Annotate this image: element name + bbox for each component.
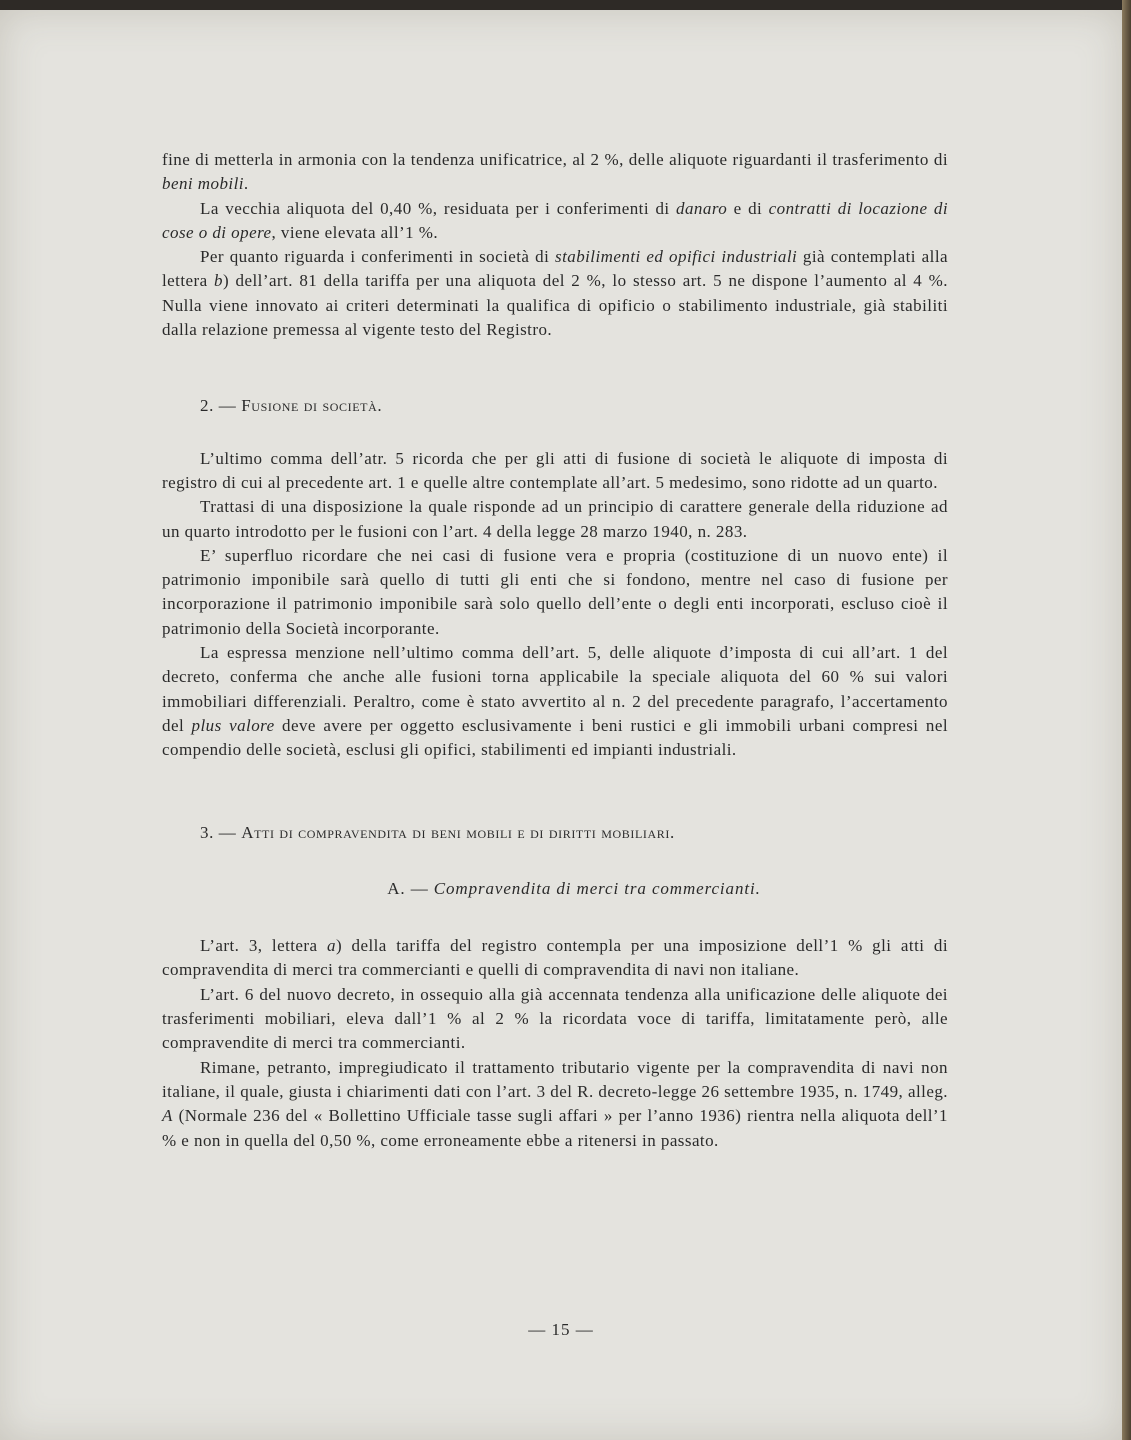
subsection-heading-a: A. — Compravendita di merci tra commercianti. — [387, 878, 761, 898]
section-heading-2: 2. — Fusione di società. — [200, 396, 383, 416]
paragraph-8: L’art. 3, lettera a) della tariffa del registro contempla per una imposizione dell’1 % gli atti di compravendita di merci tra commercianti e quelli di compravendita di navi non italiane. — [162, 936, 949, 980]
scan-top-edge — [0, 0, 1131, 10]
paragraph-1: fine di metterla in armonia con la tendenza unificatrice, al 2 %, delle aliquote riguardanti il trasferimento di beni mobili. — [162, 150, 948, 194]
paragraph-2: La vecchia aliquota del 0,40 %, residuata per i conferimenti di danaro e di contratti di locazione di cose o di opere, viene elevata all’1 %. — [162, 198, 949, 242]
paragraph-5: Trattasi di una disposizione la quale risponde ad un principio di carattere generale della riduzione ad un quarto introdotto per le fusioni con l’art. 4 della legge 28 marzo 1940, n. 283. — [162, 497, 948, 541]
paragraph-4: L’ultimo comma dell’atr. 5 ricorda che per gli atti di fusione di società le aliquote di imposta di registro di cui al precedente art. 1 e quelle altre contemplate all’art. 5 medesimo, sono ridotte ad un quarto. — [162, 448, 948, 492]
paragraph-3: Per quanto riguarda i conferimenti in società di stabilimenti ed opifici industriali già contemplati alla lettera b) dell’art. 81 della tariffa per una aliquota del 2 %, lo stesso art. 5 ne dispone l’aumento al 4 %. Nulla viene innovato ai criteri determinati la qualifica di opificio o stabilimento industriale, già stabiliti dalla relazione premessa al vigente testo del Registro. — [162, 247, 948, 340]
page-number: — 15 — — [528, 1320, 594, 1339]
paragraph-10: Rimane, petranto, impregiudicato il trattamento tributario vigente per la compravendita di navi non italiane, il quale, giusta i chiarimenti dati con l’art. 3 del R. decreto-legge 26 settembre 1935, n. 1749, alleg. A (Normale 236 del « Bollettino Ufficiale tasse sugli affari » per l’anno 1936) rientra nella aliquota dell’1 % e non in quella del 0,50 %, come erroneamente ebbe a ritenersi in passato. — [162, 1057, 948, 1150]
page-body — [162, 148, 948, 1153]
section-heading-3: 3. — Atti di compravendita di beni mobili e di diritti mobiliari. — [200, 822, 675, 842]
paragraph-7: La espressa menzione nell’ultimo comma dell’art. 5, delle aliquote d’imposta di cui all’art. 1 del decreto, conferma che anche alle fusioni torna applicabile la speciale aliquota del 60 % sui valori immobiliari differenziali. Peraltro, come è stato avvertito al n. 2 del precedente paragrafo, l’accertamento del plus valore deve avere per oggetto esclusivamente i beni rustici e gli immobili urbani compresi nel compendio delle società, esclusi gli opifici, stabilimenti ed impianti industriali. — [162, 643, 948, 760]
paragraph-9: L’art. 6 del nuovo decreto, in ossequio alla già accennata tendenza alla unificazione delle aliquote dei trasferimenti mobiliari, eleva dall’1 % al 2 % la ricordata voce di tariffa, limitatamente però, alle compravendite di merci tra commercianti. — [162, 984, 948, 1053]
paragraph-6: E’ superfluo ricordare che nei casi di fusione vera e propria (costituzione di un nuovo ente) il patrimonio imponibile sarà quello di tutti gli enti che si fondono, mentre nel caso di fusione per incorporazione il patrimonio imponibile sarà solo quello dell’ente o degli enti incorporati, escluso cioè il patrimonio della Società incorporante. — [162, 545, 948, 638]
scan-right-edge — [1122, 0, 1131, 1440]
book-page — [0, 10, 1122, 1440]
